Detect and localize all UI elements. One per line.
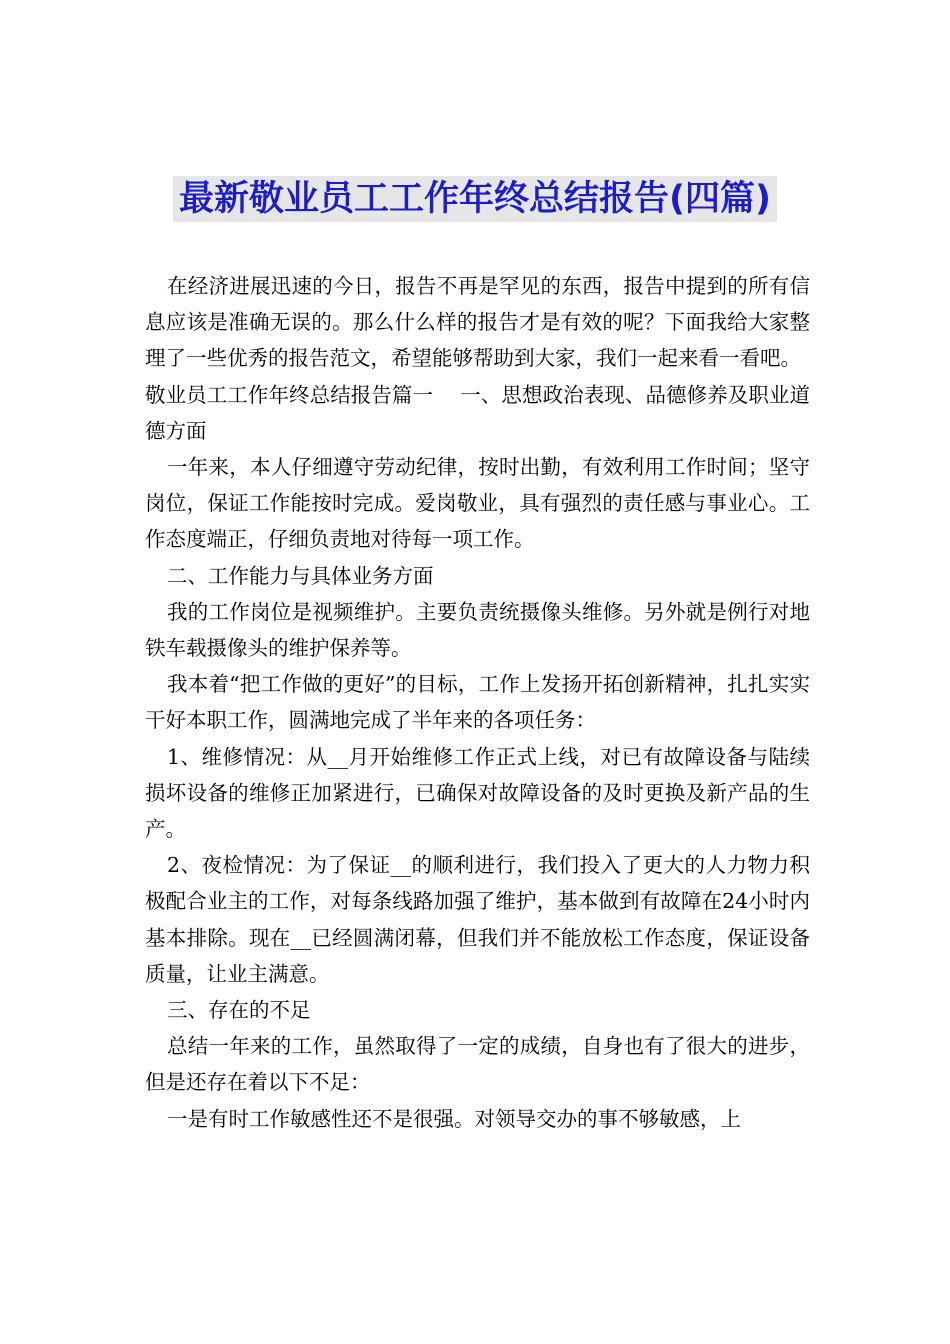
paragraph: 一年来，本人仔细遵守劳动纪律，按时出勤，有效利用工作时间；坚守岗位，保证工作能按时完成。爱岗敬业，具有强烈的责任感与事业心。工作态度端正，仔细负责地对待每一项工作。 (145, 455, 810, 552)
paragraph-subheading: 二、工作能力与具体业务方面 (167, 563, 434, 588)
paragraph-subheading: 三、存在的不足 (167, 998, 311, 1023)
document-body (145, 268, 810, 1137)
paragraph: 总结一年来的工作，虽然取得了一定的成绩，自身也有了很大的进步，但是还存在着以下不足： (145, 1034, 810, 1095)
paragraph: 我本着“把工作做的更好”的目标，工作上发扬开拓创新精神，扎扎实实干好本职工作，圆满地完成了半年来的各项任务： (145, 672, 810, 733)
paragraph: 一是有时工作敏感性还不是很强。对领导交办的事不够敏感，上 (167, 1106, 741, 1131)
paragraph: 我的工作岗位是视频维护。主要负责统摄像头维修。另外就是例行对地铁车载摄像头的维护保养等。 (145, 599, 810, 661)
document-title: 最新敬业员工工作年终总结报告(四篇) (173, 176, 777, 222)
paragraph-list-item: 1、维修情况：从__月开始维修工作正式上线，对已有故障设备与陆续损坏设备的维修正加紧进行，已确保对故障设备的及时更换及新产品的生产。 (145, 744, 810, 842)
title-container (0, 176, 950, 222)
paragraph-section-heading: 敬业员工工作年终总结报告篇一 一、思想政治表现、品德修养及职业道德方面 (145, 382, 810, 443)
paragraph-intro: 在经济进展迅速的今日，报告不再是罕见的东西，报告中提到的所有信息应该是准确无误的。那么什么样的报告才是有效的呢？下面我给大家整理了一些优秀的报告范文，希望能够帮助到大家，我们一起来看一看吧。 (145, 274, 810, 371)
paragraph-list-item: 2、夜检情况：为了保证__的顺利进行，我们投入了更大的人力物力积极配合业主的工作，对每条线路加强了维护，基本做到有故障在24小时内基本排除。现在__已经圆满闭幕，但我们并不能放松工作态度，保证设备质量，让业主满意。 (145, 853, 810, 986)
